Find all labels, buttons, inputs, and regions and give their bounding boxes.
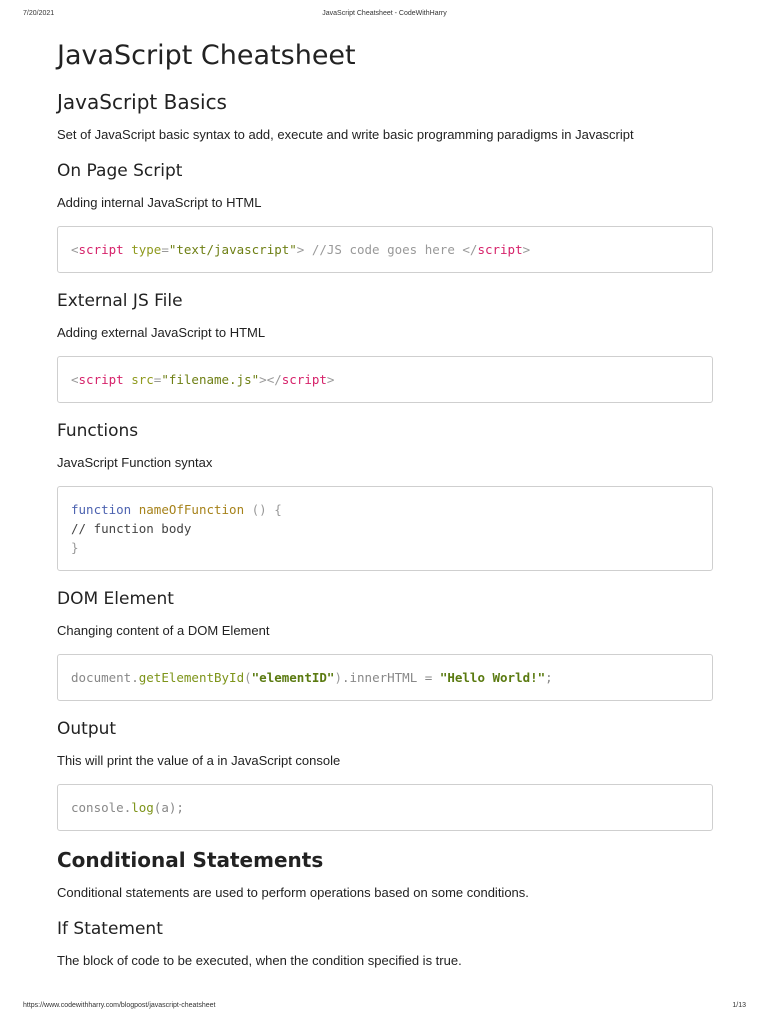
code-token: "elementID" (251, 670, 335, 685)
subsection-description-if-statement: The block of code to be executed, when the condition specified is true. (57, 953, 462, 968)
code-token: function (71, 502, 132, 517)
code-block-dom-element[interactable] (57, 654, 713, 701)
subsection-description-dom-element: Changing content of a DOM Element (57, 623, 270, 638)
code-token: ) (334, 670, 342, 685)
print-header (23, 10, 746, 20)
code-token: nameOfFunction (138, 502, 245, 517)
code-token: script (477, 242, 523, 257)
code-token: </ (266, 372, 282, 387)
subsection-description-external-js: Adding external JavaScript to HTML (57, 325, 266, 340)
code-token: </ (462, 242, 478, 257)
code-token: src (131, 372, 154, 387)
code-token: ; (545, 670, 553, 685)
code-token: // function body (71, 521, 192, 536)
section-heading-basics: JavaScript Basics (57, 90, 227, 114)
code-token: getElementById (138, 670, 245, 685)
subsection-description-on-page-script: Adding internal JavaScript to HTML (57, 195, 262, 210)
code-token: < (71, 372, 79, 387)
code-token: type (131, 242, 162, 257)
code-token: log (131, 800, 154, 815)
code-token: ( (244, 670, 252, 685)
code-token: document (71, 670, 132, 685)
code-token: console (71, 800, 124, 815)
print-footer (23, 1002, 746, 1012)
code-token: //JS code goes here (304, 242, 463, 257)
code-token: . (131, 670, 139, 685)
print-doc-title: JavaScript Cheatsheet - CodeWithHarry (322, 10, 447, 17)
subsection-heading-external-js: External JS File (57, 291, 183, 311)
code-token: > (326, 372, 335, 387)
code-token: () { (244, 502, 282, 517)
code-block-external-js[interactable] (57, 356, 713, 403)
code-token: "filename.js" (161, 372, 260, 387)
code-token: script (78, 242, 124, 257)
code-block-functions[interactable] (57, 486, 713, 571)
code-token: = (161, 242, 169, 257)
code-block-on-page-script[interactable] (57, 226, 713, 273)
print-page-number: 1/13 (732, 1002, 746, 1009)
print-date: 7/20/2021 (23, 10, 55, 17)
article (57, 36, 713, 984)
code-token: (a); (153, 800, 184, 815)
subsection-heading-output: Output (57, 719, 117, 739)
code-token: < (71, 242, 79, 257)
code-token: script (281, 372, 327, 387)
code-token: > (296, 242, 305, 257)
subsection-heading-dom-element: DOM Element (57, 589, 174, 609)
section-description-basics: Set of JavaScript basic syntax to add, execute and write basic programming paradigms in Javascript (57, 127, 634, 142)
code-token: > (522, 242, 531, 257)
code-block-output[interactable] (57, 784, 713, 831)
code-token: .innerHTML = (341, 670, 440, 685)
section-description-conditional: Conditional statements are used to perform operations based on some conditions. (57, 885, 529, 900)
code-token: > (259, 372, 267, 387)
section-heading-conditional: Conditional Statements (57, 848, 324, 872)
code-token: = (153, 372, 162, 387)
subsection-heading-on-page-script: On Page Script (57, 161, 183, 181)
subsection-description-output: This will print the value of a in JavaScript console (57, 753, 341, 768)
subsection-heading-functions: Functions (57, 421, 139, 441)
code-token: "text/javascript" (168, 242, 297, 257)
subsection-description-functions: JavaScript Function syntax (57, 455, 213, 470)
code-token: . (123, 800, 132, 815)
code-token: "Hello World!" (439, 670, 546, 685)
page-title: JavaScript Cheatsheet (57, 40, 356, 71)
code-token: script (78, 372, 124, 387)
subsection-heading-if-statement: If Statement (57, 919, 163, 939)
code-token: } (71, 540, 79, 555)
print-url[interactable]: https://www.codewithharry.com/blogpost/javascript-cheatsheet (23, 1002, 216, 1009)
